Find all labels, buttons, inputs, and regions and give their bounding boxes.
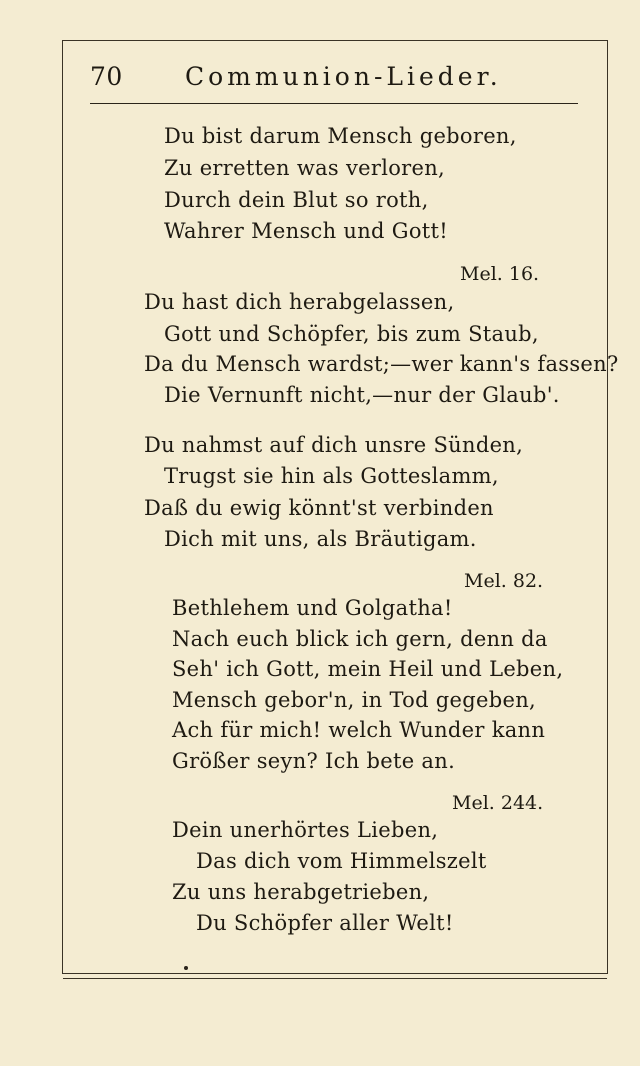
- verse-line: Die Vernunft nicht,—nur der Glaub'.: [164, 383, 560, 407]
- verse-line: Zu erretten was verloren,: [164, 156, 446, 180]
- verse-line: Durch dein Blut so roth,: [164, 188, 429, 212]
- melody-reference: Mel. 244.: [452, 792, 544, 814]
- header-rule: [90, 103, 578, 104]
- verse-line: Du nahmst auf dich unsre Sünden,: [144, 433, 524, 457]
- verse-line: Bethlehem und Golgatha!: [172, 596, 453, 620]
- verse-line: Da du Mensch wardst;—wer kann's fassen?: [144, 352, 619, 376]
- page-number: 70: [90, 62, 123, 91]
- verse-line: Nach euch blick ich gern, denn da: [172, 627, 548, 651]
- verse-line: Zu uns herabgetrieben,: [172, 880, 430, 904]
- verse-line: Trugst sie hin als Gotteslamm,: [164, 464, 499, 488]
- running-title: Communion-Lieder.: [185, 62, 502, 91]
- melody-reference: Mel. 16.: [460, 263, 540, 285]
- verse-line: Dein unerhörtes Lieben,: [172, 818, 439, 842]
- verse-line: Seh' ich Gott, mein Heil und Leben,: [172, 657, 564, 681]
- printer-mark: [184, 966, 188, 970]
- verse-line: Daß du ewig könnt'st verbinden: [144, 496, 494, 520]
- verse-line: Du Schöpfer aller Welt!: [196, 911, 454, 935]
- verse-line: Ach für mich! welch Wunder kann: [172, 718, 546, 742]
- verse-line: Du hast dich herabgelassen,: [144, 290, 455, 314]
- verse-line: Dich mit uns, als Bräutigam.: [164, 527, 477, 551]
- verse-line: Gott und Schöpfer, bis zum Staub,: [164, 322, 539, 346]
- melody-reference: Mel. 82.: [464, 570, 544, 592]
- verse-line: Größer seyn? Ich bete an.: [172, 749, 456, 773]
- verse-line: Wahrer Mensch und Gott!: [164, 219, 448, 243]
- verse-line: Das dich vom Himmelszelt: [196, 849, 487, 873]
- verse-line: Mensch gebor'n, in Tod gegeben,: [172, 688, 537, 712]
- verse-line: Du bist darum Mensch geboren,: [164, 124, 517, 148]
